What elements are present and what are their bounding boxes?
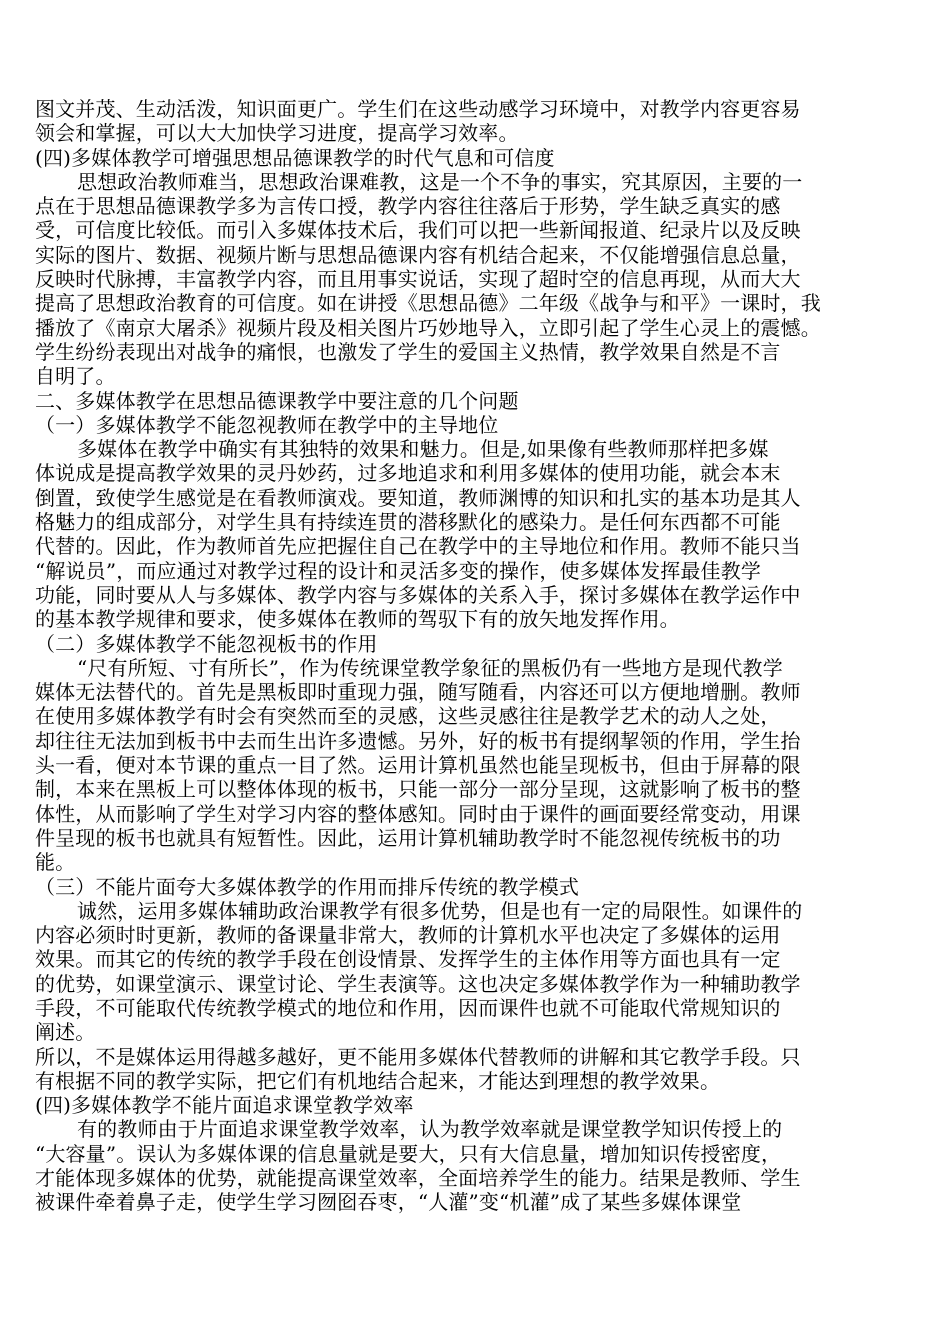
text-line: 所以，不是媒体运用得越多越好，更不能用多媒体代替教师的讲解和其它教学手段。只 (35, 1044, 801, 1069)
text-line: （一）多媒体教学不能忽视教师在教学中的主导地位 (35, 412, 499, 437)
text-line: 制，本来在黑板上可以整体体现的板书，只能一部分一部分呈现，这就影响了板书的整 (35, 777, 801, 802)
text-line: 格魅力的组成部分，对学生具有持续连贯的潜移默化的感染力。是任何东西都不可能 (35, 510, 781, 535)
text-line: 件呈现的板书也就具有短暂性。因此，运用计算机辅助教学时不能忽视传统板书的功 (35, 825, 781, 850)
text-line: 效果。而其它的传统的教学手段在创设情景、发挥学生的主体作用等方面也具有一定 (35, 947, 781, 972)
text-line: 实际的图片、数据、视频片断与思想品德课内容有机结合起来，不仅能增强信息总量， (35, 242, 801, 267)
text-line: 学生纷纷表现出对战争的痛恨，也激发了学生的爱国主义热情，教学效果自然是不言 (35, 339, 781, 364)
text-line: 倒置，致使学生感觉是在看教师演戏。要知道，教师渊博的知识和扎实的基本功是其人 (35, 485, 801, 510)
text-line: 内容必须时时更新，教师的备课量非常大，教师的计算机水平也决定了多媒体的运用 (35, 923, 781, 948)
text-line: 功能，同时要从人与多媒体、教学内容与多媒体的关系入手，探讨多媒体在教学运作中 (35, 582, 801, 607)
text-line: 在使用多媒体教学有时会有突然而至的灵感，这些灵感往往是教学艺术的动人之处， (35, 704, 781, 729)
text-line: 提高了思想政治教育的可信度。如在讲授《思想品德》二年级《战争与和平》一课时，我 (35, 291, 821, 316)
text-line: 二、多媒体教学在思想品德课教学中要注意的几个问题 (35, 388, 519, 413)
text-line: 诚然，运用多媒体辅助政治课教学有很多优势，但是也有一定的局限性。如课件的 (77, 898, 803, 923)
text-line: （二）多媒体教学不能忽视板书的作用 (35, 631, 378, 656)
text-line: 的基本教学规律和要求，使多媒体在教师的驾驭下有的放矢地发挥作用。 (35, 607, 680, 632)
text-line: 代替的。因此，作为教师首先应把握住自己在教学中的主导地位和作用。教师不能只当 (35, 534, 801, 559)
text-line: “尺有所短、寸有所长”，作为传统课堂教学象征的黑板仍有一些地方是现代教学 (77, 655, 783, 680)
text-line: (四)多媒体教学不能片面追求课堂教学效率 (35, 1093, 414, 1118)
text-line: 有的教师由于片面追求课堂教学效率，认为教学效率就是课堂教学知识传授上的 (77, 1117, 783, 1142)
text-line: 点在于思想品德课教学多为言传口授，教学内容往往落后于形势，学生缺乏真实的感 (35, 194, 781, 219)
text-line: （三）不能片面夸大多媒体教学的作用而排斥传统的教学模式 (35, 874, 580, 899)
text-line: 体说成是提高教学效果的灵丹妙药，过多地追求和利用多媒体的使用功能，就会本末 (35, 461, 781, 486)
text-line: 媒体无法替代的。首先是黑板即时重现力强，随写随看，内容还可以方便地增删。教师 (35, 680, 801, 705)
text-line: 领会和掌握，可以大大加快学习进度，提高学习效率。 (35, 121, 519, 146)
text-line: 体性，从而影响了学生对学习内容的整体感知。同时由于课件的画面要经常变动，用课 (35, 801, 801, 826)
text-line: 自明了。 (35, 364, 116, 389)
text-line: 阐述。 (35, 1020, 96, 1045)
text-line: 头一看，便对本节课的重点一目了然。运用计算机虽然也能呈现板书，但由于屏幕的限 (35, 753, 801, 778)
text-line: 的优势，如课堂演示、课堂讨论、学生表演等。这也决定多媒体教学作为一种辅助教学 (35, 971, 801, 996)
text-line: 手段，不可能取代传统教学模式的地位和作用，因而课件也就不可能取代常规知识的 (35, 995, 781, 1020)
text-line: 多媒体在教学中确实有其独特的效果和魅力。但是,如果像有些教师那样把多媒 (77, 437, 769, 462)
text-line: 受，可信度比较低。而引入多媒体技术后，我们可以把一些新闻报道、纪录片以及反映 (35, 218, 801, 243)
text-line: 播放了《南京大屠杀》视频片段及相关图片巧妙地导入，立即引起了学生心灵上的震憾。 (35, 315, 821, 340)
text-line: “解说员”，而应通过对教学过程的设计和灵活多变的操作，使多媒体发挥最佳教学 (35, 558, 761, 583)
text-line: 能。 (35, 850, 76, 875)
text-line: (四)多媒体教学可增强思想品德课教学的时代气息和可信度 (35, 145, 555, 170)
text-line: “大容量”。误认为多媒体课的信息量就是要大，只有大信息量，增加知识传授密度， (35, 1141, 782, 1166)
text-line: 有根据不同的教学实际，把它们有机地结合起来，才能达到理想的教学效果。 (35, 1068, 721, 1093)
text-line: 被课件牵着鼻子走，使学生学习囫囵吞枣，“人灌”变“机灌”成了某些多媒体课堂 (35, 1190, 742, 1215)
text-line: 思想政治教师难当，思想政治课难教，这是一个不争的事实，究其原因，主要的一 (77, 169, 803, 194)
text-line: 反映时代脉搏，丰富教学内容，而且用事实说话，实现了超时空的信息再现，从而大大 (35, 267, 801, 292)
text-line: 却往往无法加到板书中去而生出许多遗憾。另外，好的板书有提纲挈领的作用，学生抬 (35, 728, 801, 753)
text-line: 才能体现多媒体的优势，就能提高课堂效率，全面培养学生的能力。结果是教师、学生 (35, 1166, 801, 1191)
text-line: 图文并茂、生动活泼，知识面更广。学生们在这些动感学习环境中，对教学内容更容易 (35, 97, 801, 121)
